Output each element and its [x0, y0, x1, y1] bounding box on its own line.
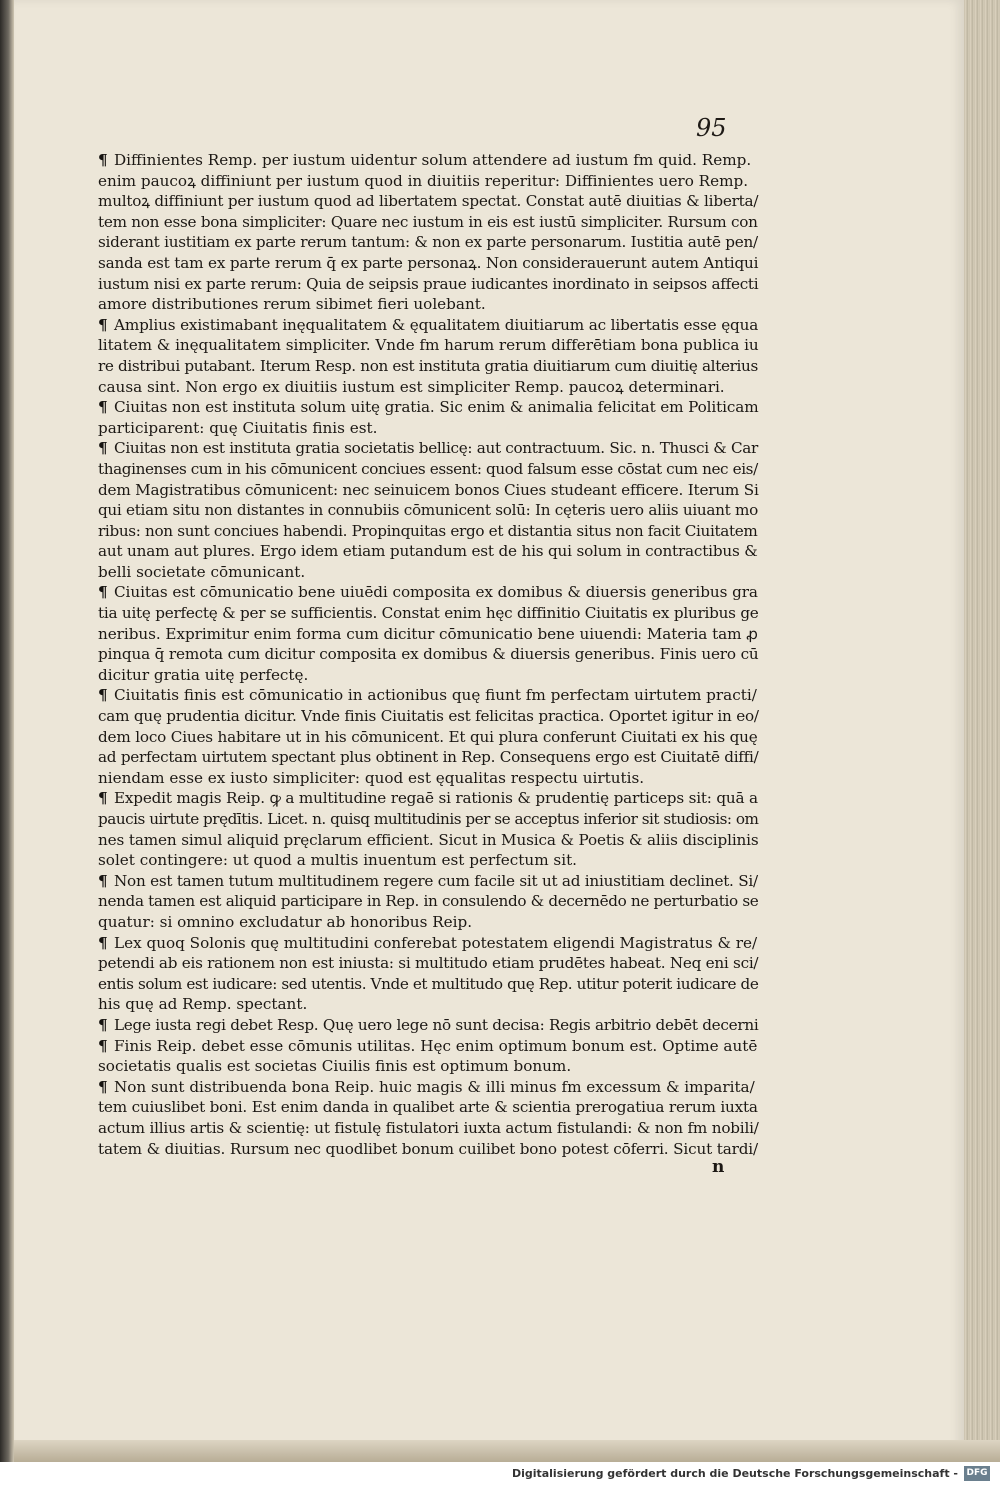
text-line: [98, 541, 758, 562]
text-line: [98, 294, 758, 315]
text-line: [98, 500, 758, 521]
digitization-footer: [0, 1462, 1000, 1486]
text-line: [98, 438, 758, 459]
text-line: [98, 912, 758, 933]
text-paragraph: [98, 788, 758, 870]
bleed-through-heading: [300, 108, 680, 134]
line-text: qui etiam situ non distantes in connubiis cōmunicent solū: In cęteris uero aliis uiuant mo: [98, 501, 758, 520]
line-text: Non est tamen tutum multitudinem regere cum facile sit ut ad iniustitiam declinet. Si/: [114, 871, 758, 890]
line-text: nes tamen simul aliquid pręclarum efficient. Sicut in Musica & Poetis & aliis disciplinis: [98, 830, 759, 849]
text-line: [98, 850, 758, 871]
line-text: causa sint. Non ergo ex diuitiis iustum est simpliciter Remp. paucoꝝ determinari.: [98, 377, 725, 396]
text-line: [98, 335, 758, 356]
text-line: [98, 871, 758, 892]
text-line: [98, 1097, 758, 1118]
line-text: Ciuitas non est instituta gratia societatis bellicę: aut contractuum. Sic. n. Thusci & Car: [114, 439, 759, 458]
line-text: litatem & inęqualitatem simpliciter. Vnde fm harum rerum differētiam bona publica iu: [98, 336, 759, 355]
line-text: petendi ab eis rationem non est iniusta: si multitudo etiam prudētes habeat. Neq eni sci/: [98, 954, 759, 973]
page-number: 95: [696, 114, 727, 142]
text-line: [98, 830, 758, 851]
text-line: [98, 1077, 758, 1098]
text-paragraph: [98, 685, 758, 788]
paragraph-mark: ¶: [98, 1077, 108, 1096]
paragraph-mark: ¶: [98, 871, 108, 890]
line-text: paucis uirtute prędītis. Licet. n. quisq multitudinis per se acceptus inferior sit studiosis: om: [98, 810, 759, 828]
text-paragraph: [98, 582, 758, 685]
text-line: [98, 1118, 758, 1139]
text-line: [98, 315, 758, 336]
line-text: ribus: non sunt conciues habendi. Propinquitas ergo et distantia situs non facit Ciuitatem: [98, 521, 758, 540]
text-line: [98, 685, 758, 706]
line-text: enim paucoꝝ diffiniunt per iustum quod in diuitiis reperitur: Diffinientes uero Remp.: [98, 171, 749, 190]
text-paragraph: [98, 871, 758, 933]
line-text: ad perfectam uirtutem spectant plus obtinent in Rep. Consequens ergo est Ciuitatē diffi/: [98, 748, 759, 767]
line-text: Lege iusta regi debet Resp. Quę uero lege nō sunt decisa: Regis arbitrio debēt decerni: [114, 1015, 759, 1034]
paragraph-mark: ¶: [98, 686, 108, 705]
paragraph-mark: ¶: [98, 398, 108, 417]
main-text-block: [98, 150, 758, 1159]
paragraph-mark: ¶: [98, 315, 108, 334]
text-line: [98, 212, 758, 233]
text-paragraph: [98, 438, 758, 582]
text-line: [98, 933, 758, 954]
line-text: nenda tamen est aliquid participare in Rep. in consulendo & decernēdo ne perturbatio se: [98, 892, 759, 911]
line-text: re distribui putabant. Iterum Resp. non est instituta gratia diuitiarum cum diuitię alterius: [98, 356, 758, 375]
line-text: pinqua q̄ remota cum dicitur composita ex domibus & diuersis generibus. Finis uero cū: [98, 645, 759, 664]
text-paragraph: [98, 315, 758, 397]
text-paragraph: [98, 933, 758, 1015]
text-line: [98, 171, 758, 192]
text-line: [98, 994, 758, 1015]
text-line: [98, 727, 758, 748]
line-text: dem Magistratibus cōmunicent: nec seinuicem bonos Ciues studeant efficere. Iterum Si: [98, 480, 759, 499]
line-text: Ciuitas non est instituta solum uitę gratia. Sic enim & animalia felicitat em Politicam: [114, 398, 759, 417]
text-line: [98, 891, 758, 912]
line-text: amore distributiones rerum sibimet fieri uolebant.: [98, 295, 486, 314]
line-text: actum illius artis & scientię: ut fistulę fistulatori iuxta actum fistulandi: & non fm nobili/: [98, 1118, 759, 1137]
paragraph-mark: ¶: [98, 1036, 108, 1055]
footer-credit: Digitalisierung gefördert durch die Deutsche Forschungsgemeinschaft -: [511, 1467, 958, 1480]
text-paragraph: [98, 397, 758, 438]
line-text: dicitur gratia uitę perfectę.: [98, 665, 309, 684]
paragraph-mark: ¶: [98, 583, 108, 602]
line-text: niendam esse ex iusto simpliciter: quod est ęqualitas respectu uirtutis.: [98, 768, 645, 787]
line-text: his quę ad Remp. spectant.: [98, 995, 308, 1014]
text-paragraph: [98, 1015, 758, 1036]
line-text: tem cuiuslibet boni. Est enim danda in qualibet arte & scientia prerogatiua rerum iuxta: [98, 1098, 758, 1117]
text-line: [98, 232, 758, 253]
text-line: [98, 1015, 758, 1036]
line-text: multoꝝ diffiniunt per iustum quod ad libertatem spectat. Constat autē diuitias & liberta/: [98, 192, 759, 211]
text-line: [98, 953, 758, 974]
line-text: thaginenses cum in his cōmunicent conciues essent: quod falsum esse cōstat cum nec eis/: [98, 459, 758, 478]
text-line: [98, 603, 758, 624]
paragraph-mark: ¶: [98, 789, 108, 808]
line-text: tem non esse bona simpliciter: Quare nec iustum in eis est iustū simpliciter. Rursum con: [98, 212, 758, 231]
line-text: dem loco Ciues habitare ut in his cōmunicent. Et qui plura conferunt Ciuitati ex his quę: [98, 727, 758, 746]
text-line: [98, 1036, 758, 1057]
text-line: [98, 974, 758, 995]
text-line: [98, 418, 758, 439]
paragraph-mark: ¶: [98, 439, 108, 458]
paragraph-mark: ¶: [98, 933, 108, 952]
text-line: [98, 397, 758, 418]
text-line: [98, 644, 758, 665]
line-text: Lex quoq Solonis quę multitudini conferebat potestatem eligendi Magistratus & re/: [114, 933, 758, 952]
text-line: [98, 150, 758, 171]
text-line: [98, 356, 758, 377]
text-line: [98, 768, 758, 789]
line-text: aut unam aut plures. Ergo idem etiam putandum est de his qui solum in contractibus &: [98, 542, 758, 561]
line-text: Amplius existimabant inęqualitatem & ęqualitatem diuitiarum ac libertatis esse ęqua: [114, 315, 759, 334]
text-line: [98, 480, 758, 501]
line-text: belli societate cōmunicant.: [98, 562, 306, 581]
text-paragraph: [98, 150, 758, 315]
line-text: Non sunt distribuenda bona Reip. huic magis & illi minus fm excessum & imparita/: [114, 1077, 755, 1096]
text-line: [98, 521, 758, 542]
line-text: siderant iustitiam ex parte rerum tantum: & non ex parte personarum. Iustitia autē pen/: [98, 233, 758, 252]
line-text: solet contingere: ut quod a multis inuentum est perfectum sit.: [98, 851, 577, 870]
text-line: [98, 747, 758, 768]
line-text: entis solum est iudicare: sed utentis. Vnde et multitudo quę Rep. utitur poterit iudicare de: [98, 974, 759, 993]
text-line: [98, 706, 758, 727]
line-text: Ciuitatis finis est cōmunicatio in actionibus quę fiunt fm perfectam uirtutem practi/: [114, 686, 757, 705]
line-text: quatur: si omnino excludatur ab honoribus Reip.: [98, 912, 473, 931]
signature-mark: n: [712, 1157, 725, 1177]
text-paragraph: [98, 1036, 758, 1077]
line-text: Finis Reip. debet esse cōmunis utilitas. Hęc enim optimum bonum est. Optime autē: [114, 1036, 758, 1055]
text-line: [98, 191, 758, 212]
text-line: [98, 1139, 758, 1160]
paragraph-mark: ¶: [98, 151, 108, 169]
line-text: tia uitę perfectę & per se sufficientis. Constat enim hęc diffinitio Ciuitatis ex pluribus ge: [98, 604, 759, 623]
paragraph-mark: ¶: [98, 1015, 108, 1034]
line-text: Ciuitas est cōmunicatio bene uiuēdi composita ex domibus & diuersis generibus gra: [114, 583, 758, 602]
text-line: [98, 562, 758, 583]
line-text: societatis qualis est societas Ciuilis finis est optimum bonum.: [98, 1057, 572, 1076]
line-text: sanda est tam ex parte rerum q̄ ex parte personaꝝ. Non considerauerunt autem Antiqui: [98, 253, 759, 272]
text-line: [98, 809, 758, 830]
text-line: [98, 459, 758, 480]
line-text: Diffinientes Remp. per iustum uidentur solum attendere ad iustum fm quid. Remp.: [114, 151, 752, 169]
book-spine-edge: [0, 0, 14, 1462]
page-stack-edges: [964, 0, 1000, 1462]
line-text: cam quę prudentia dicitur. Vnde finis Ciuitatis est felicitas practica. Oportet igitur in eo/: [98, 707, 759, 726]
text-line: [98, 377, 758, 398]
line-text: tatem & diuitias. Rursum nec quodlibet bonum cuilibet bono potest cōferri. Sicut tardi/: [98, 1139, 758, 1158]
page-bottom-edge: [14, 1440, 1000, 1462]
text-line: [98, 665, 758, 686]
text-line: [98, 253, 758, 274]
line-text: iustum nisi ex parte rerum: Quia de seipsis praue iudicantes inordinato in seipsos affecti: [98, 274, 759, 293]
text-line: [98, 1056, 758, 1077]
dfg-logo: DFG: [964, 1466, 990, 1481]
text-line: [98, 624, 758, 645]
text-line: [98, 274, 758, 295]
text-line: [98, 788, 758, 809]
line-text: Expedit magis Reip. ꝙ a multitudine regaē si rationis & prudentię particeps sit: quā a: [114, 789, 758, 808]
line-text: neribus. Exprimitur enim forma cum dicitur cōmunicatio bene uiuendi: Materia tam ꝓ: [98, 624, 758, 643]
text-line: [98, 582, 758, 603]
line-text: participarent: quę Ciuitatis finis est.: [98, 418, 378, 437]
text-paragraph: [98, 1077, 758, 1159]
